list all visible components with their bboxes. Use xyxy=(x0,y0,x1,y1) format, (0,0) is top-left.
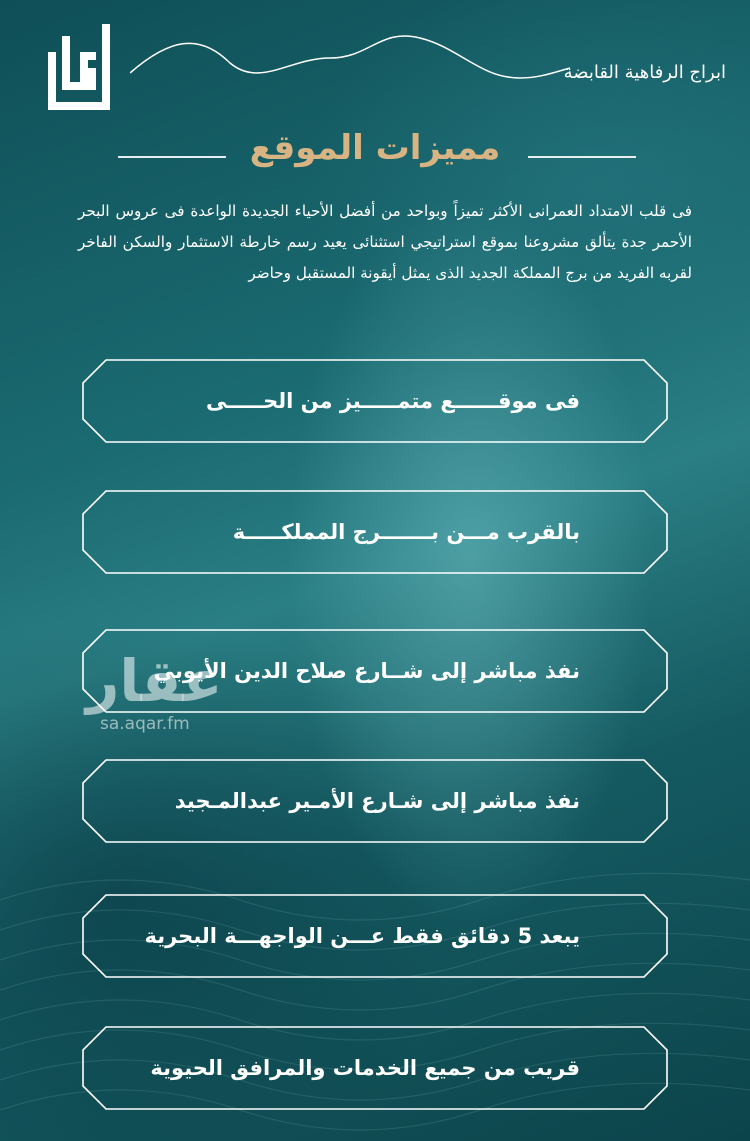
feature-label: نفذ مباشر إلى شــارع صلاح الدين الأيوبي xyxy=(153,659,580,683)
feature-item xyxy=(82,359,668,443)
feature-item xyxy=(82,1026,668,1110)
watermark-brand: عقار xyxy=(86,647,223,715)
feature-label: بالقرب مـــن بـــــــرج المملكـــــة xyxy=(232,520,580,544)
feature-item xyxy=(82,629,668,713)
feature-label: نفذ مباشر إلى شـارع الأمـير عبدالمـجيد xyxy=(174,789,580,813)
decorative-wave xyxy=(130,28,570,88)
feature-item xyxy=(82,759,668,843)
feature-item xyxy=(82,490,668,574)
brand-name: ابراج الرفاهية القابضة xyxy=(563,62,726,83)
feature-label: فى موقــــــع متمـــــيز من الحـــــى xyxy=(205,389,580,413)
feature-label: يبعد 5 دقائق فقط عـــن الواجهـــة البحرية xyxy=(144,924,580,948)
intro-paragraph: فى قلب الامتداد العمرانى الأكثر تميزاً وبواحد من أفضل الأحياء الجديدة الواعدة فى عروس البحر الأحمر جدة يتألق مشروعنا بموقع استراتيجي استثنائى يعيد رسم خارطة الاستثمار والسكن الفاخر لقربه الفريد من برج المملكة الجديد الذى يمثل أيقونة المستقبل وحاضر xyxy=(78,202,692,282)
feature-label: قريب من جميع الخدمات والمرافق الحيوية xyxy=(150,1056,580,1080)
watermark-url: sa.aqar.fm xyxy=(100,714,190,734)
brand-logo-icon xyxy=(46,22,112,112)
title-divider-right xyxy=(528,156,636,158)
feature-item xyxy=(82,894,668,978)
page-title: مميزات الموقع xyxy=(249,128,501,168)
